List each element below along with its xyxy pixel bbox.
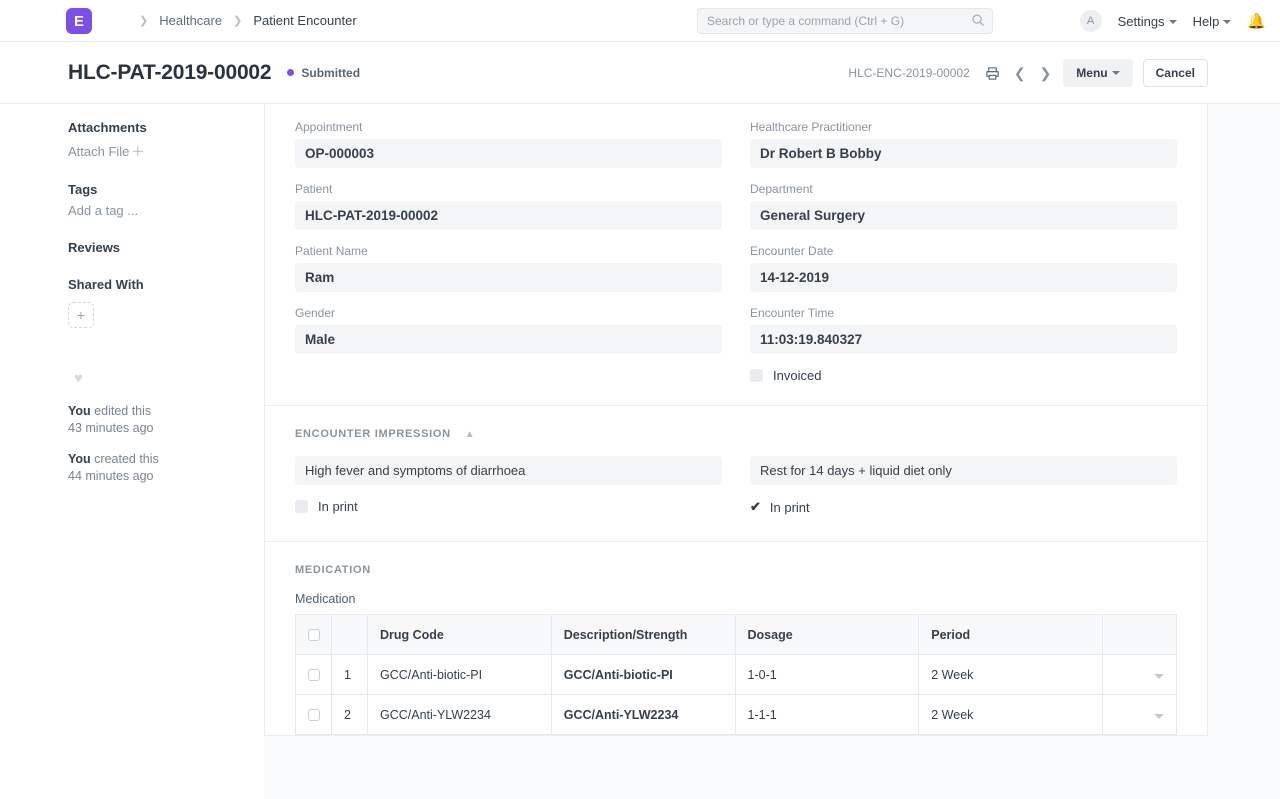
settings-label: Settings: [1117, 13, 1165, 29]
app-logo[interactable]: E: [66, 8, 92, 34]
printer-icon[interactable]: [984, 64, 1002, 82]
field-value[interactable]: Ram: [295, 263, 722, 292]
table-header-row: [296, 615, 1177, 655]
status-label: Submitted: [301, 65, 361, 80]
row-checkbox-cell[interactable]: [296, 655, 332, 695]
table-row[interactable]: [296, 695, 1177, 735]
activity-item: [68, 451, 264, 485]
checkbox-icon[interactable]: [308, 709, 320, 721]
impression-right-print-row[interactable]: [750, 499, 1177, 515]
field-department: [750, 182, 1177, 230]
cell-description[interactable]: GCC/Anti-YLW2234: [551, 695, 735, 735]
impression-right: [750, 456, 1177, 515]
menu-button[interactable]: [1063, 59, 1132, 87]
cell-dosage[interactable]: 1-0-1: [735, 655, 919, 695]
cancel-label: Cancel: [1155, 66, 1195, 80]
checkmark-icon[interactable]: ✔: [750, 499, 761, 514]
encounter-impression-title[interactable]: [295, 406, 1177, 456]
breadcrumb: [130, 13, 359, 28]
cancel-button[interactable]: [1143, 59, 1208, 87]
details-left-column: [295, 120, 722, 383]
encounter-impression-section: [264, 406, 1208, 542]
cell-drug-code[interactable]: GCC/Anti-YLW2234: [368, 695, 552, 735]
page-header: [0, 42, 1280, 104]
field-patient: [295, 182, 722, 230]
notification-icon[interactable]: 🔔: [1247, 13, 1266, 30]
details-right-column: [750, 120, 1177, 383]
impression-left-print-row[interactable]: [295, 499, 722, 514]
field-label: Gender: [295, 306, 336, 320]
sidebar-section-shared-with: [68, 277, 264, 328]
activity-actor: You: [68, 452, 91, 466]
sidebar-section-tags: [68, 182, 264, 218]
encounter-impression-grid: [295, 456, 1177, 541]
row-expand-cell[interactable]: [1103, 655, 1177, 695]
chevron-down-icon: [1223, 20, 1231, 24]
status-badge: [287, 66, 360, 80]
chevron-down-icon: [1169, 20, 1177, 24]
medication-table: [295, 614, 1177, 735]
medication-grid-label: Medication: [295, 592, 356, 606]
field-label: Patient: [295, 182, 333, 196]
main-content: [264, 104, 1280, 799]
row-index: 1: [332, 655, 368, 695]
column-header-drug-code: Drug Code: [368, 615, 552, 655]
navbar: [0, 0, 1280, 42]
field-value[interactable]: Male: [295, 325, 722, 354]
breadcrumb-chevron-icon: ❯: [233, 15, 243, 27]
field-value[interactable]: HLC-PAT-2019-00002: [295, 201, 722, 230]
details-grid: [295, 120, 1177, 383]
impression-left-text[interactable]: High fever and symptoms of diarrhoea: [295, 456, 722, 485]
select-all-header[interactable]: [296, 615, 332, 655]
page-header-actions: [848, 42, 1208, 104]
sidebar-section-reviews: [68, 240, 264, 255]
plus-icon: ＋: [131, 144, 145, 159]
menu-label: Menu: [1076, 66, 1108, 80]
field-value[interactable]: 11:03:19.840327: [750, 325, 1177, 354]
checkbox-icon[interactable]: [308, 629, 320, 641]
field-label: Encounter Time: [750, 306, 835, 320]
index-header: [332, 615, 368, 655]
sidebar-section-attachments: [68, 120, 264, 160]
attach-file-label: Attach File: [68, 144, 130, 159]
settings-menu[interactable]: [1118, 14, 1177, 29]
impression-right-text[interactable]: Rest for 14 days + liquid diet only: [750, 456, 1177, 485]
tags-label: Tags: [68, 182, 98, 197]
row-checkbox-cell[interactable]: [296, 695, 332, 735]
row-expand-cell[interactable]: [1103, 695, 1177, 735]
prev-document-button[interactable]: ❮: [1013, 64, 1026, 81]
activity-actor: You: [68, 404, 91, 418]
chevron-down-icon[interactable]: [1154, 714, 1164, 719]
search-icon: [971, 13, 985, 27]
medication-title[interactable]: [295, 542, 1177, 592]
page-title: HLC-PAT-2019-00002: [68, 60, 272, 84]
field-label: Appointment: [295, 120, 363, 134]
activity-action: created this: [90, 452, 159, 466]
section-title-label: ENCOUNTER IMPRESSION: [295, 428, 451, 440]
help-label: Help: [1192, 13, 1220, 29]
impression-right-print-label: In print: [769, 499, 810, 515]
table-row[interactable]: [296, 655, 1177, 695]
status-dot-icon: [287, 69, 294, 76]
column-header-dosage: Dosage: [735, 615, 919, 655]
like-heart-icon[interactable]: ♥: [74, 370, 83, 387]
invoiced-label: Invoiced: [773, 368, 822, 383]
sidebar: [0, 104, 264, 799]
shared-with-label: Shared With: [68, 277, 144, 292]
add-share-button[interactable]: +: [68, 302, 94, 328]
field-encounter-date: [750, 244, 1177, 292]
details-section: [264, 104, 1208, 406]
attachments-label: Attachments: [68, 120, 147, 135]
breadcrumb-chevron-icon: ❯: [139, 15, 149, 27]
next-document-button[interactable]: ❯: [1039, 64, 1052, 81]
chevron-down-icon: [1112, 71, 1120, 75]
column-header-actions: [1103, 615, 1177, 655]
chevron-up-icon[interactable]: ▲: [464, 428, 476, 440]
field-label: Department: [750, 182, 813, 196]
row-index: 2: [332, 695, 368, 735]
field-value[interactable]: 14-12-2019: [750, 263, 1177, 292]
invoiced-checkbox-row[interactable]: [750, 368, 1177, 383]
impression-left-print-label: In print: [318, 499, 358, 514]
search-box[interactable]: [697, 8, 993, 34]
activity-time: 43 minutes ago: [68, 421, 154, 435]
cell-drug-code[interactable]: GCC/Anti-biotic-PI: [368, 655, 552, 695]
section-title-label: MEDICATION: [295, 564, 371, 576]
search-input[interactable]: [697, 8, 993, 34]
field-appointment: [295, 120, 722, 168]
impression-left: [295, 456, 722, 515]
cell-description[interactable]: GCC/Anti-biotic-PI: [551, 655, 735, 695]
medication-section: [264, 542, 1208, 736]
activity-action: edited this: [90, 404, 152, 418]
field-value[interactable]: OP-000003: [295, 139, 722, 168]
checkbox-icon[interactable]: [295, 500, 308, 513]
field-encounter-time: [750, 306, 1177, 354]
field-label: Patient Name: [295, 244, 368, 258]
breadcrumb-item-patient-encounter[interactable]: Patient Encounter: [253, 13, 357, 28]
help-menu[interactable]: [1193, 14, 1232, 29]
activity-time: 44 minutes ago: [68, 469, 154, 483]
page-body: [0, 104, 1280, 799]
add-tag-button[interactable]: Add a tag ...: [68, 203, 139, 218]
breadcrumb-item-healthcare[interactable]: Healthcare: [159, 13, 223, 28]
field-value[interactable]: Dr Robert B Bobby: [750, 139, 1177, 168]
field-label: Encounter Date: [750, 244, 834, 258]
cell-period[interactable]: 2 Week: [919, 695, 1103, 735]
navbar-right: [1080, 0, 1266, 42]
field-value[interactable]: General Surgery: [750, 201, 1177, 230]
field-patient-name: [295, 244, 722, 292]
field-label: Healthcare Practitioner: [750, 120, 873, 134]
checkbox-icon[interactable]: [750, 369, 763, 382]
chevron-down-icon[interactable]: [1154, 674, 1164, 679]
reviews-label[interactable]: Reviews: [68, 240, 121, 255]
field-gender: [295, 306, 722, 354]
avatar[interactable]: A: [1080, 10, 1102, 32]
column-header-description: Description/Strength: [551, 615, 735, 655]
activity-item: [68, 403, 264, 437]
cell-dosage[interactable]: 1-1-1: [735, 695, 919, 735]
cell-period[interactable]: 2 Week: [919, 655, 1103, 695]
column-header-period: Period: [919, 615, 1103, 655]
field-healthcare-practitioner: [750, 120, 1177, 168]
encounter-id: HLC-ENC-2019-00002: [848, 66, 970, 80]
attach-file-button[interactable]: [68, 141, 264, 160]
checkbox-icon[interactable]: [308, 669, 320, 681]
